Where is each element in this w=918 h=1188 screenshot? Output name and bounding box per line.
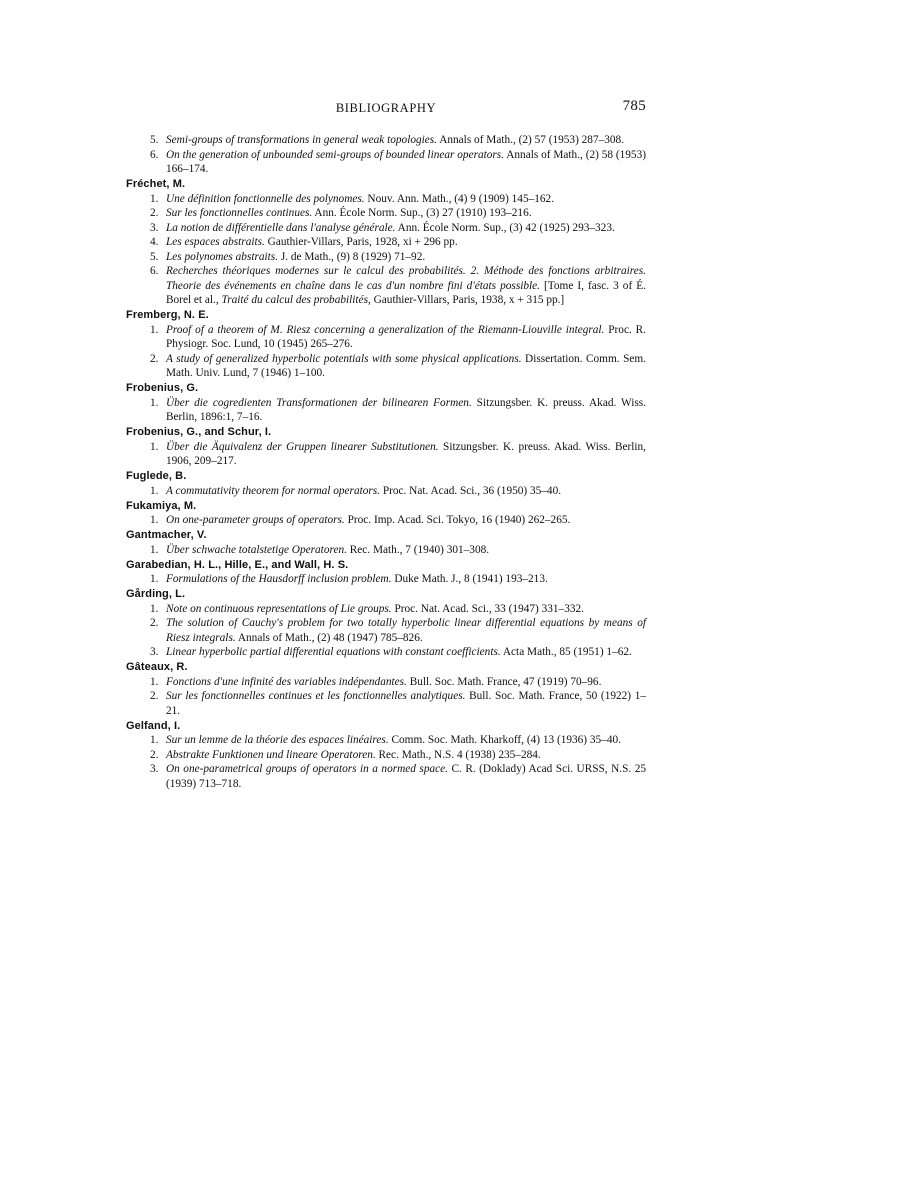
- bib-entry: [126, 762, 646, 791]
- bib-entry: [126, 323, 646, 352]
- entry-publication: Ann. École Norm. Sup., (3) 27 (1910) 193–216.: [312, 207, 532, 219]
- bib-entry: [126, 440, 646, 469]
- entry-number: 4.: [150, 236, 159, 248]
- entry-publication: Bull. Soc. Math. France, 50 (1922) 1–21.: [166, 690, 646, 717]
- entry-title: On one-parameter groups of operators.: [166, 514, 345, 526]
- bibliography-list: [126, 133, 646, 791]
- entry-publication: Rec. Math., 7 (1940) 301–308.: [346, 543, 490, 556]
- entry-publication: Gauthier-Villars, Paris, 1928, xi + 296 pp.: [264, 236, 458, 248]
- bib-entry: [126, 513, 646, 528]
- entry-number: 2.: [150, 617, 159, 629]
- author-group: [126, 660, 646, 718]
- entry-number: 5.: [150, 134, 159, 146]
- entry-title: Sur les fonctionnelles continues.: [166, 207, 313, 219]
- entry-title: Über schwache totalstetige Operatoren.: [166, 543, 347, 556]
- bib-entry: [126, 148, 646, 177]
- bib-entry: [126, 733, 646, 748]
- entry-publication: Bull. Soc. Math. France, 47 (1919) 70–96.: [406, 675, 602, 688]
- entry-number: 1.: [150, 192, 159, 205]
- author-name: Fremberg, N. E.: [126, 309, 209, 321]
- entry-title: Semi-groups of transformations in general weak topologies.: [166, 134, 438, 146]
- entry-title: Formulations of the Hausdorff inclusion problem.: [166, 573, 392, 585]
- entry-title: On the generation of unbounded semi-groups of bounded linear operators.: [166, 148, 505, 161]
- entry-title: Recherches théoriques modernes sur le calcul des probabilités. 2. Méthode des fonctions arbitraires. Theorie des événements en chaîne dans le cas d'un nombre fini d'états possible.: [166, 265, 646, 292]
- entry-publication: Annals of Math., (2) 58 (1953) 166–174.: [166, 148, 646, 175]
- bib-entry: [126, 192, 646, 207]
- entry-number: 3.: [150, 763, 159, 775]
- entry-number: 2.: [150, 352, 159, 365]
- entry-number: 1.: [150, 323, 159, 336]
- entry-publication: Dissertation. Comm. Sem. Math. Univ. Lund, 7 (1946) 1–100.: [166, 352, 646, 379]
- entry-number: 2.: [150, 690, 159, 702]
- bib-entry: [126, 543, 646, 558]
- book-page: [126, 98, 646, 791]
- bib-entry: [126, 675, 646, 690]
- author-group: [126, 425, 646, 469]
- entry-number: 3.: [150, 221, 159, 234]
- entry-title: A study of generalized hyperbolic potentials with some physical applications.: [166, 352, 522, 365]
- entry-publication: Ann. École Norm. Sup., (3) 42 (1925) 293–323.: [395, 221, 615, 234]
- author-group: [126, 177, 646, 308]
- entry-publication: Annals of Math., (2) 48 (1947) 785–826.: [235, 631, 423, 644]
- entry-number: 2.: [150, 207, 159, 219]
- entry-title: Les polynomes abstraits.: [166, 250, 279, 263]
- bib-entry: [126, 572, 646, 587]
- entry-title: Linear hyperbolic partial differential equations with constant coefficients.: [166, 646, 501, 658]
- entry-title: Sur les fonctionnelles continues et les fonctionnelles analytiques.: [166, 690, 466, 702]
- entry-title: La notion de différentielle dans l'analyse générale.: [166, 221, 396, 234]
- bib-entry: [126, 484, 646, 499]
- entry-title: Les espaces abstraits.: [166, 236, 265, 248]
- author-name: Gantmacher, V.: [126, 529, 207, 541]
- author-name: Fréchet, M.: [126, 178, 186, 190]
- bib-entry: [126, 602, 646, 617]
- entry-publication: Nouv. Ann. Math., (4) 9 (1909) 145–162.: [364, 192, 555, 205]
- author-name: Fukamiya, M.: [126, 499, 197, 512]
- author-name: Garabedian, H. L., Hille, E., and Wall, H. S.: [126, 558, 349, 571]
- author-group: [126, 381, 646, 425]
- author-group: [126, 587, 646, 660]
- entry-number: 6.: [150, 265, 159, 277]
- entry-publication: Annals of Math., (2) 57 (1953) 287–308.: [437, 134, 625, 146]
- entry-title: A commutativity theorem for normal operators.: [166, 484, 380, 497]
- entry-title: Note on continuous representations of Lie groups.: [166, 602, 392, 615]
- entry-publication: Acta Math., 85 (1951) 1–62.: [500, 646, 632, 658]
- entry-number: 1.: [150, 484, 159, 497]
- entry-number: 1.: [150, 675, 159, 688]
- entry-publication: Comm. Soc. Math. Kharkoff, (4) 13 (1936) 35–40.: [388, 734, 621, 746]
- entry-title: On one-parametrical groups of operators in a normed space.: [166, 763, 448, 775]
- entry-number: 3.: [150, 646, 159, 658]
- entry-publication: Rec. Math., N.S. 4 (1938) 235–284.: [375, 748, 541, 761]
- bib-entry: [126, 645, 646, 660]
- entry-publication: [Tome I, fasc. 3 of É. Borel et al.,: [166, 279, 646, 306]
- bib-entry: [126, 221, 646, 236]
- author-name: Gelfand, I.: [126, 719, 181, 732]
- page-number: 785: [622, 98, 646, 114]
- entry-number: 5.: [150, 250, 159, 263]
- entry-title: Proof of a theorem of M. Riesz concerning a generalization of the Riemann-Liouville integral.: [166, 323, 605, 336]
- bib-entry: [126, 250, 646, 265]
- author-group: [126, 719, 646, 792]
- entry-number: 6.: [150, 148, 159, 161]
- author-group: [126, 528, 646, 557]
- author-name: Gâteaux, R.: [126, 661, 188, 673]
- entry-number: 1.: [150, 734, 159, 746]
- running-title: BIBLIOGRAPHY: [335, 101, 437, 115]
- bib-entry: [126, 235, 646, 250]
- entry-title: Sur un lemme de la théorie des espaces linéaires.: [166, 734, 389, 746]
- bib-entry: [126, 264, 646, 308]
- bib-entry: [126, 352, 646, 381]
- entry-number: 1.: [150, 543, 159, 556]
- entry-number: 1.: [150, 573, 159, 585]
- author-name: Frobenius, G.: [126, 382, 199, 394]
- bib-entry: [126, 206, 646, 221]
- running-header: [126, 98, 646, 118]
- entry-number: 1.: [150, 396, 159, 409]
- author-name: Gårding, L.: [126, 588, 186, 600]
- author-group: [126, 499, 646, 528]
- entry-publication-tail: , Gauthier-Villars, Paris, 1938, x + 315 pp.]: [367, 294, 565, 306]
- entry-publication: Proc. Nat. Acad. Sci., 36 (1950) 35–40.: [380, 484, 562, 497]
- bib-entry: [126, 689, 646, 718]
- entry-number: 1.: [150, 514, 159, 526]
- entry-title: Fonctions d'une infinité des variables indépendantes.: [166, 675, 407, 688]
- author-group: [126, 308, 646, 381]
- bib-entry: [126, 616, 646, 645]
- entry-title: The solution of Cauchy's problem for two totally hyperbolic linear differential equations by means of Riesz integrals.: [166, 617, 646, 644]
- author-group: [126, 469, 646, 498]
- entry-publication: Sitzungsber. K. preuss. Akad. Wiss. Berlin, 1896:1, 7–16.: [166, 396, 646, 423]
- entry-publication: J. de Math., (9) 8 (1929) 71–92.: [278, 250, 426, 263]
- entry-title: Abstrakte Funktionen und lineare Operatoren.: [166, 748, 376, 761]
- author-group: [126, 133, 646, 177]
- entry-number: 1.: [150, 440, 159, 453]
- entry-publication: C. R. (Doklady) Acad Sci. URSS, N.S. 25 (1939) 713–718.: [166, 763, 646, 790]
- entry-number: 2.: [150, 748, 159, 761]
- bib-entry: [126, 133, 646, 148]
- bib-entry: [126, 748, 646, 763]
- bib-entry: [126, 396, 646, 425]
- author-name: Fuglede, B.: [126, 470, 187, 482]
- entry-title: Une définition fonctionnelle des polynomes.: [166, 192, 365, 205]
- entry-publication: Sitzungsber. K. preuss. Akad. Wiss. Berlin, 1906, 209–217.: [166, 440, 647, 467]
- author-group: [126, 558, 646, 587]
- author-name: Frobenius, G., and Schur, I.: [126, 426, 272, 438]
- entry-title: Über die cogredienten Transformationen der bilinearen Formen.: [166, 396, 472, 409]
- entry-publication: Duke Math. J., 8 (1941) 193–213.: [391, 573, 548, 585]
- entry-series-title: Traité du calcul des probabilités: [221, 294, 368, 306]
- entry-title: Über die Äquivalenz der Gruppen linearer Substitutionen.: [166, 440, 439, 453]
- entry-publication: Proc. Imp. Acad. Sci. Tokyo, 16 (1940) 262–265.: [344, 514, 571, 526]
- entry-publication: Proc. Nat. Acad. Sci., 33 (1947) 331–332.: [391, 602, 584, 615]
- entry-number: 1.: [150, 602, 159, 615]
- entry-publication: Proc. R. Physiogr. Soc. Lund, 10 (1945) 265–276.: [166, 323, 646, 350]
